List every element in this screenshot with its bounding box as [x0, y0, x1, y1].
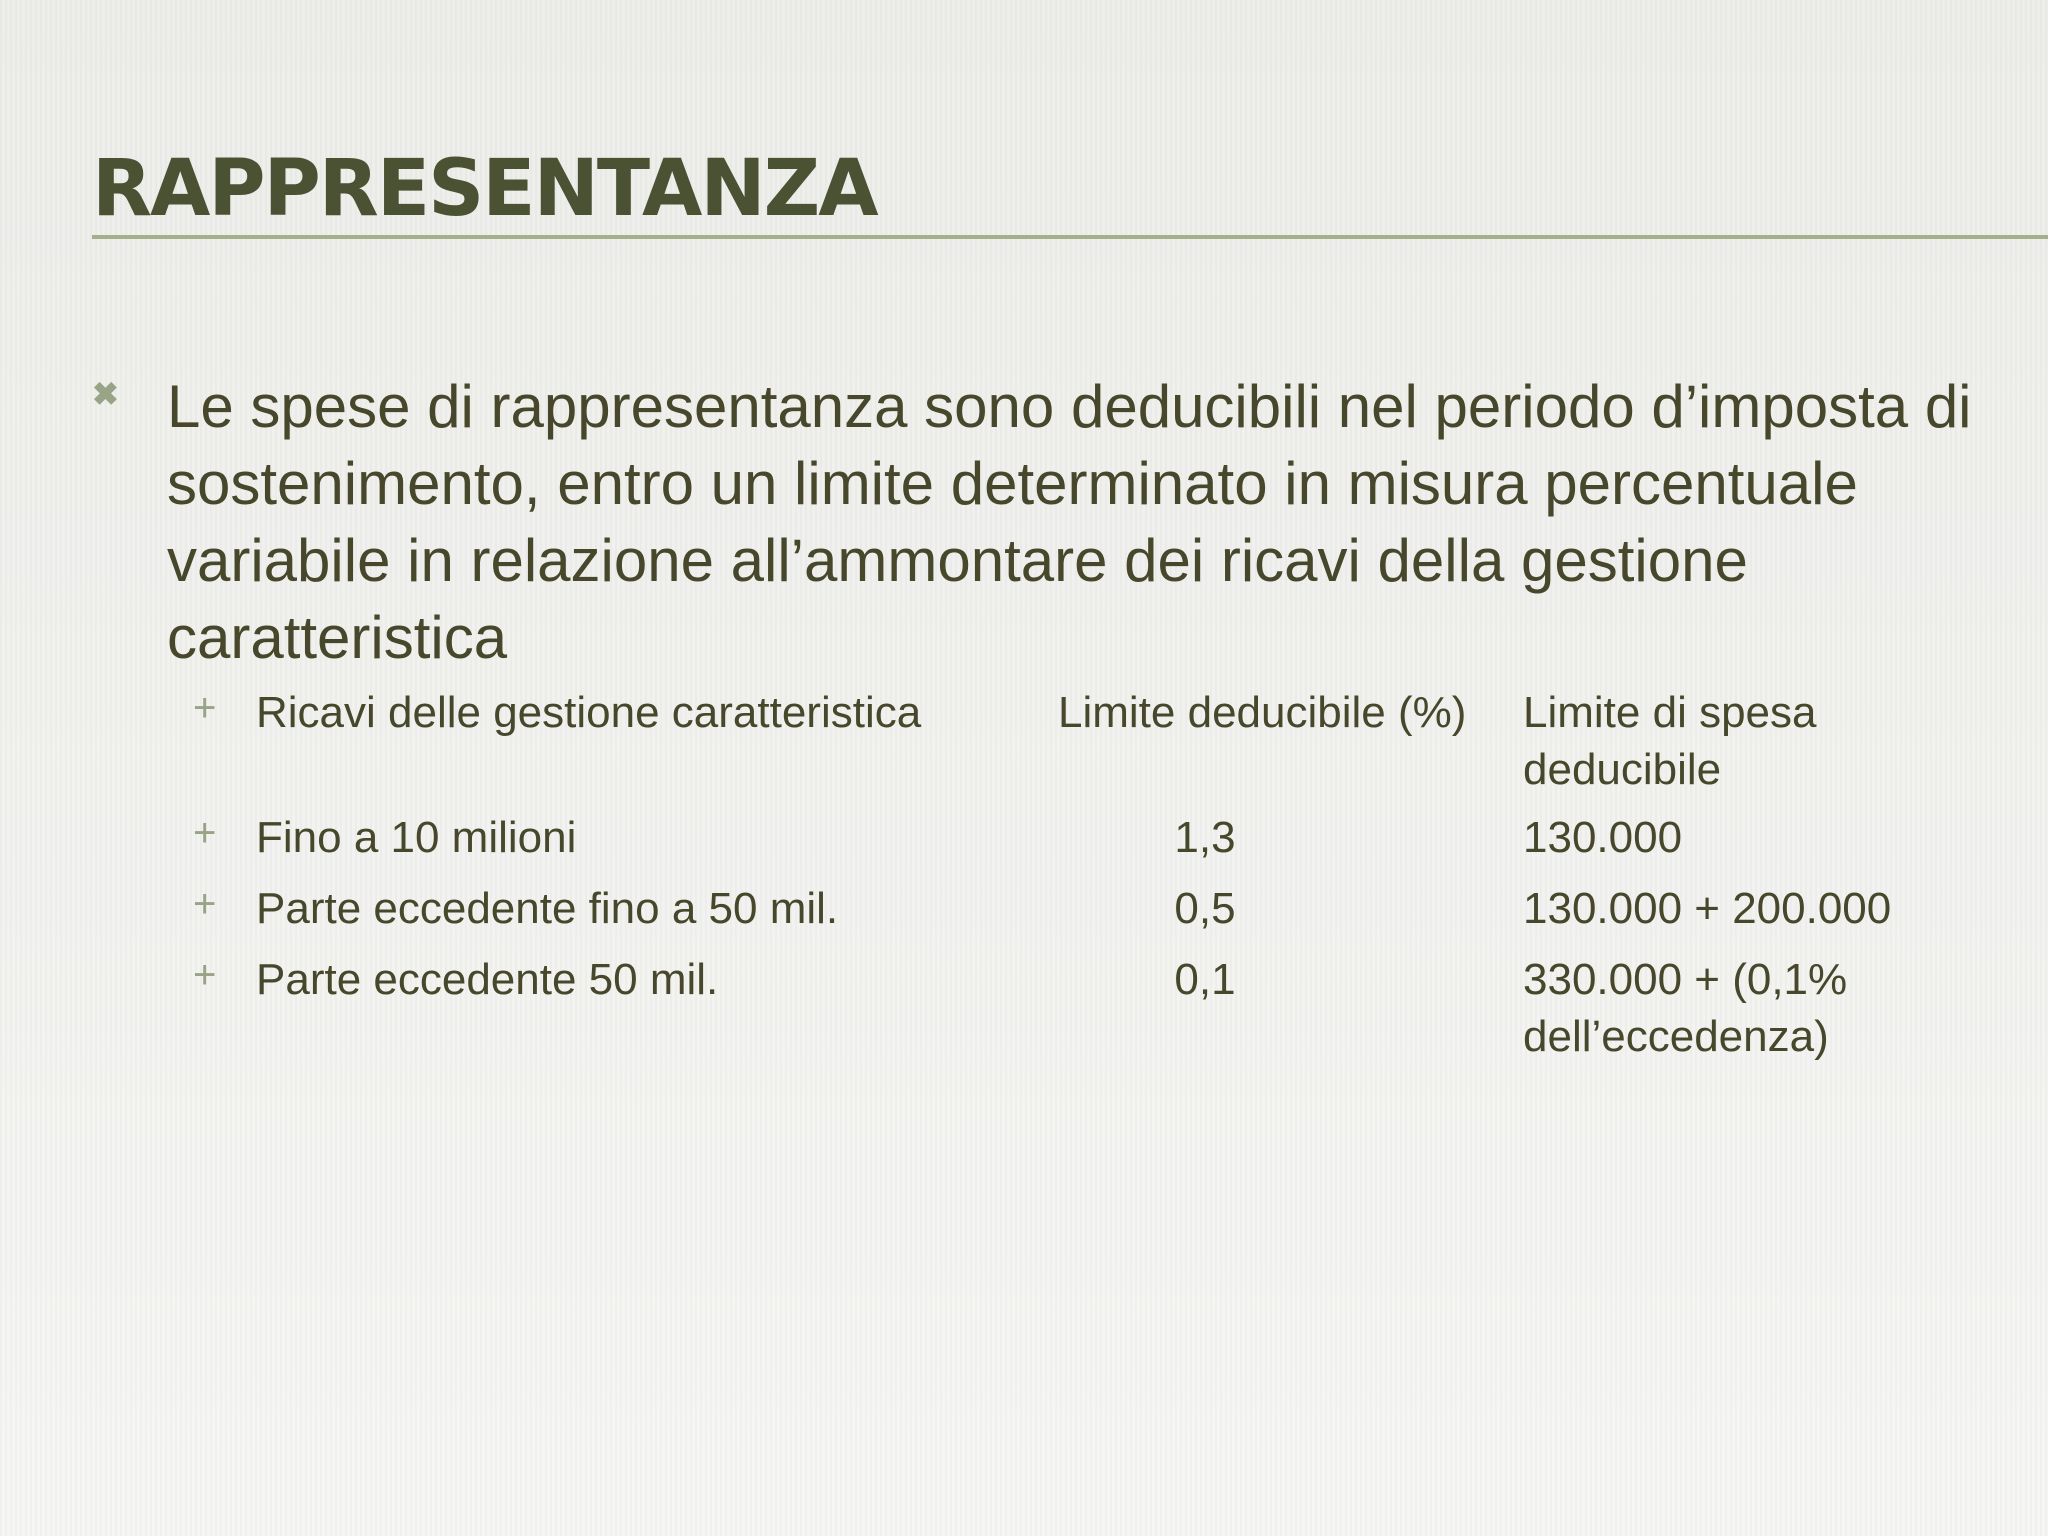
x-bullet-icon: ✖	[92, 376, 119, 412]
plus-bullet-icon: +	[193, 882, 217, 926]
header-limit-percent: Limite deducibile (%)	[1058, 688, 1467, 737]
title-underline	[92, 235, 2048, 239]
row-limit-percent: 0,5	[1174, 884, 1236, 933]
row-revenue: Parte eccedente fino a 50 mil.	[256, 884, 839, 933]
plus-bullet-icon: +	[193, 686, 217, 730]
plus-bullet-icon: +	[193, 811, 217, 855]
row-limit-spending: 330.000 + (0,1% dell’eccedenza)	[1523, 955, 1848, 1061]
row-limit-spending: 130.000	[1523, 813, 1683, 862]
main-bullet-text: Le spese di rappresentanza sono deducibili nel periodo d’imposta di sostenimento, entro un limite determinato in misura percentuale variabile in relazione all’ammontare dei ricavi della gestione caratteristica	[167, 373, 1972, 671]
row-revenue: Fino a 10 milioni	[256, 813, 577, 862]
row-limit-percent: 0,1	[1174, 955, 1236, 1004]
header-revenue: Ricavi delle gestione caratteristica	[256, 688, 922, 737]
header-limit-spending: Limite di spesa deducibile	[1523, 688, 1817, 794]
slide-title: RAPPRESENTANZA	[92, 144, 877, 234]
row-limit-spending: 130.000 + 200.000	[1523, 884, 1892, 933]
row-revenue: Parte eccedente 50 mil.	[256, 955, 719, 1004]
row-limit-percent: 1,3	[1174, 813, 1236, 862]
plus-bullet-icon: +	[193, 953, 217, 997]
